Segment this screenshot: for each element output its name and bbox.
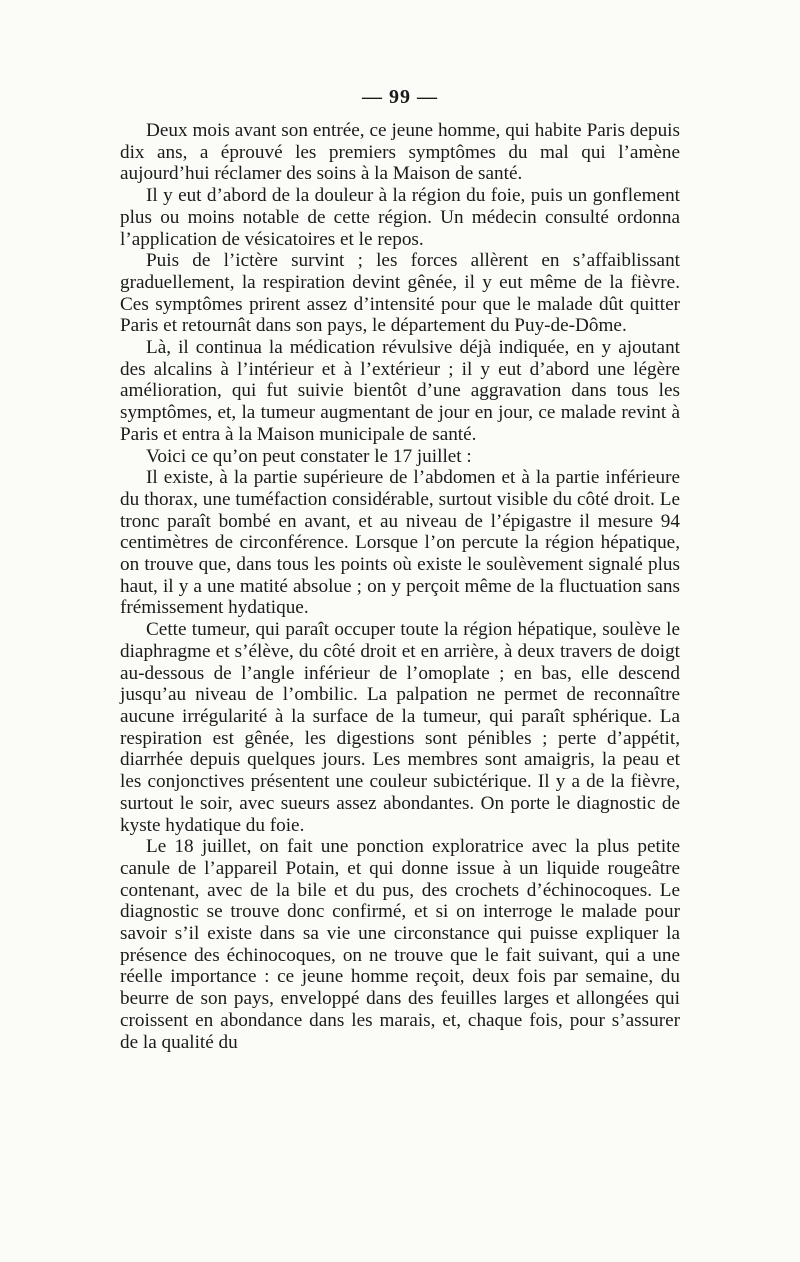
paragraph: Il y eut d’abord de la douleur à la région du foie, puis un gonflement plus ou moins notable de cette région. Un médecin consulté ordonna l’application de vésicatoires et le repos. xyxy=(120,185,680,250)
body-text xyxy=(120,120,680,1053)
paragraph: Deux mois avant son entrée, ce jeune homme, qui habite Paris depuis dix ans, a éprouvé les premiers symptômes du mal qui l’amène aujourd’hui réclamer des soins à la Maison de santé. xyxy=(120,120,680,185)
paragraph: Puis de l’ictère survint ; les forces allèrent en s’affaiblissant graduellement, la respiration devint gênée, il y eut même de la fièvre. Ces symptômes prirent assez d’intensité pour que le malade dût quitter Paris et retournât dans son pays, le département du Puy-de-Dôme. xyxy=(120,250,680,337)
paragraph: Là, il continua la médication révulsive déjà indiquée, en y ajoutant des alcalins à l’intérieur et à l’extérieur ; il y eut d’abord une légère amélioration, qui fut suivie bientôt d’une aggravation dans tous les symptômes, et, la tumeur augmentant de jour en jour, ce malade revint à Paris et entra à la Maison municipale de santé. xyxy=(120,337,680,445)
paragraph: Il existe, à la partie supérieure de l’abdomen et à la partie inférieure du thorax, une tuméfaction considérable, surtout visible du côté droit. Le tronc paraît bombé en avant, et au niveau de l’épigastre il mesure 94 centimètres de circonférence. Lorsque l’on percute la région hépatique, on trouve que, dans tous les points où existe le soulèvement signalé plus haut, il y a une matité absolue ; on y perçoit même de la fluctuation sans frémissement hydatique. xyxy=(120,467,680,619)
paragraph: Cette tumeur, qui paraît occuper toute la région hépatique, soulève le diaphragme et s’élève, du côté droit et en arrière, à deux travers de doigt au-dessous de l’angle inférieur de l’omoplate ; en bas, elle descend jusqu’au niveau de l’ombilic. La palpation ne permet de reconnaître aucune irrégularité à la surface de la tumeur, qui paraît sphérique. La respiration est gênée, les digestions sont pénibles ; perte d’appétit, diarrhée depuis quelques jours. Les membres sont amaigris, la peau et les conjonctives présentent une couleur subictérique. Il y a de la fièvre, surtout le soir, avec sueurs assez abondantes. On porte le diagnostic de kyste hydatique du foie. xyxy=(120,619,680,836)
paragraph: Voici ce qu’on peut constater le 17 juillet : xyxy=(146,445,472,467)
page-number-header: — 99 — xyxy=(362,86,438,108)
paragraph: Le 18 juillet, on fait une ponction exploratrice avec la plus petite canule de l’appareil Potain, et qui donne issue à un liquide rougeâtre contenant, avec de la bile et du pus, des crochets d’échinocoques. Le diagnostic se trouve donc confirmé, et si on interroge le malade pour savoir s’il existe dans sa vie une circonstance qui puisse expliquer la présence des échinocoques, on ne trouve que le fait suivant, qui a une réelle importance : ce jeune homme reçoit, deux fois par semaine, du beurre de son pays, enveloppé dans des feuilles larges et allongées qui croissent en abondance dans les marais, et, chaque fois, pour s’assurer de la qualité du xyxy=(120,836,680,1053)
